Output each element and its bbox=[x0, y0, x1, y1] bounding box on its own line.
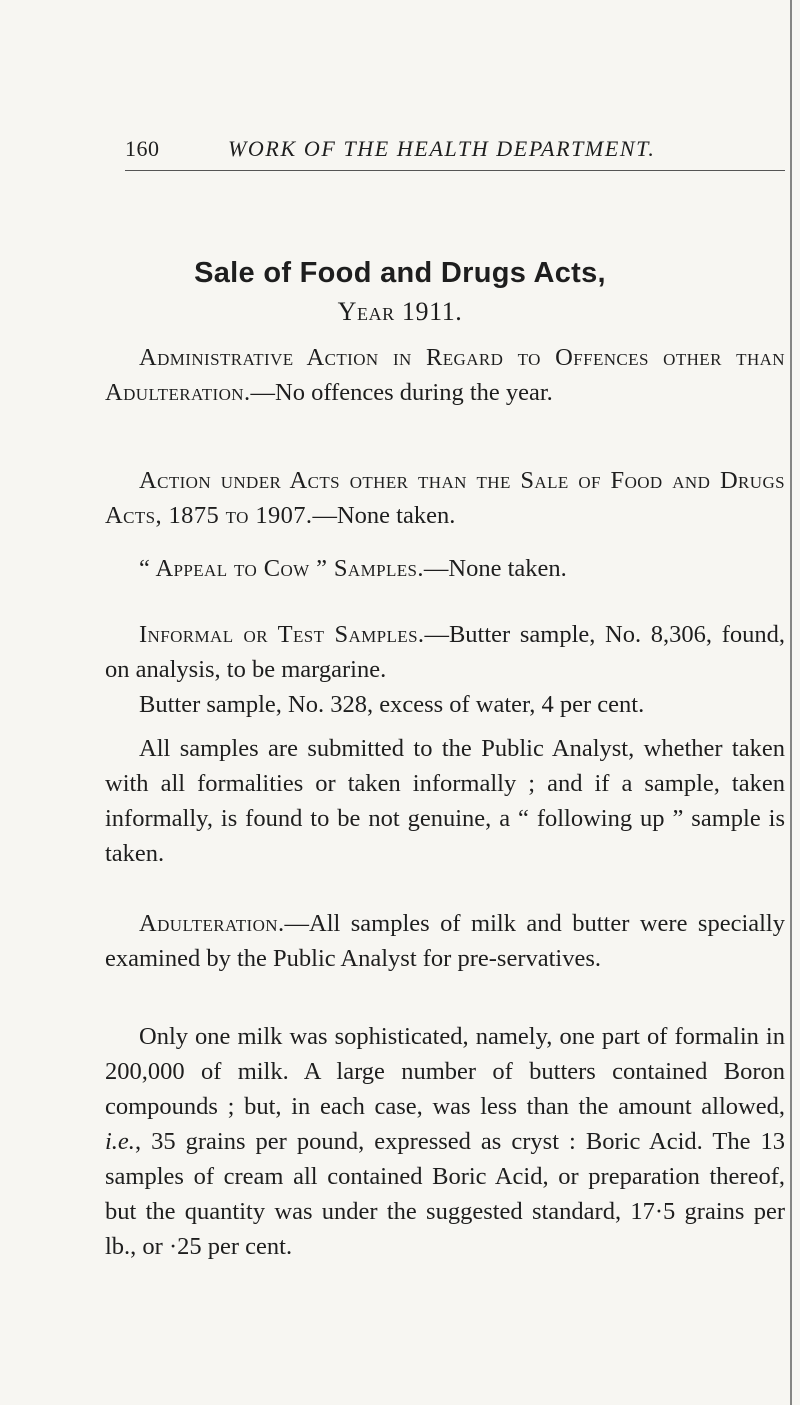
paragraph-public-analyst: All samples are submitted to the Public Analyst, whether taken with all formalities or taken informally ; and if a sample, taken informally, is found to be not genuine, a “ following up ” sample is taken. bbox=[105, 735, 785, 867]
section-text: —None taken. bbox=[423, 555, 567, 582]
document-title: Sale of Food and Drugs Acts, bbox=[194, 257, 606, 289]
paragraph-appeal-to-cow bbox=[105, 551, 785, 586]
paragraph-milk-analysis bbox=[105, 1019, 785, 1264]
paragraph-administrative-action bbox=[105, 340, 785, 410]
section-heading: “ Appeal to Cow ” Samples. bbox=[139, 555, 424, 582]
section-heading: Informal or Test Samples. bbox=[139, 621, 425, 648]
section-text: —No offences during the year. bbox=[250, 379, 553, 406]
paragraph-adulteration bbox=[105, 906, 785, 976]
section-text: —Butter sample, No. 8,306, found, on analysis, to be margarine. bbox=[105, 621, 785, 683]
paragraph-informal-samples bbox=[105, 617, 785, 687]
section-heading: Adulteration. bbox=[139, 910, 285, 937]
running-head: WORK OF THE HEALTH DEPARTMENT. bbox=[228, 136, 656, 161]
section-text: —None taken. bbox=[312, 502, 456, 529]
document-subtitle: Year 1911. bbox=[337, 297, 463, 326]
paragraph-action-under-acts bbox=[105, 463, 785, 533]
section-heading: Action under Acts other than the Sale of Food and Drugs Acts, 1875 to 1907. bbox=[105, 467, 785, 529]
ie-abbreviation: i.e. bbox=[105, 1128, 135, 1155]
page-header bbox=[125, 136, 785, 166]
section-text: —All samples of milk and butter were specially examined by the Public Analyst for pre-servatives. bbox=[105, 910, 785, 972]
section-text: , 35 grains per pound, expressed as cryst : Boric Acid. The 13 samples of cream all contained Boric Acid, or preparation thereof, but the quantity was under the suggested standard, 17·5 grains per lb., or ·25 per cent. bbox=[105, 1128, 785, 1260]
page-number: 160 bbox=[125, 136, 160, 161]
paragraph-butter-sample: Butter sample, No. 328, excess of water, 4 per cent. bbox=[139, 691, 645, 718]
section-text: Only one milk was sophisticated, namely, one part of formalin in 200,000 of milk. A large number of butters contained Boron compounds ; but, in each case, was less than the amount allowed, bbox=[105, 1023, 785, 1120]
page-edge bbox=[790, 0, 792, 1405]
section-heading: Administrative Action in Regard to Offences other than Adulteration. bbox=[105, 344, 785, 406]
header-rule bbox=[125, 170, 785, 171]
